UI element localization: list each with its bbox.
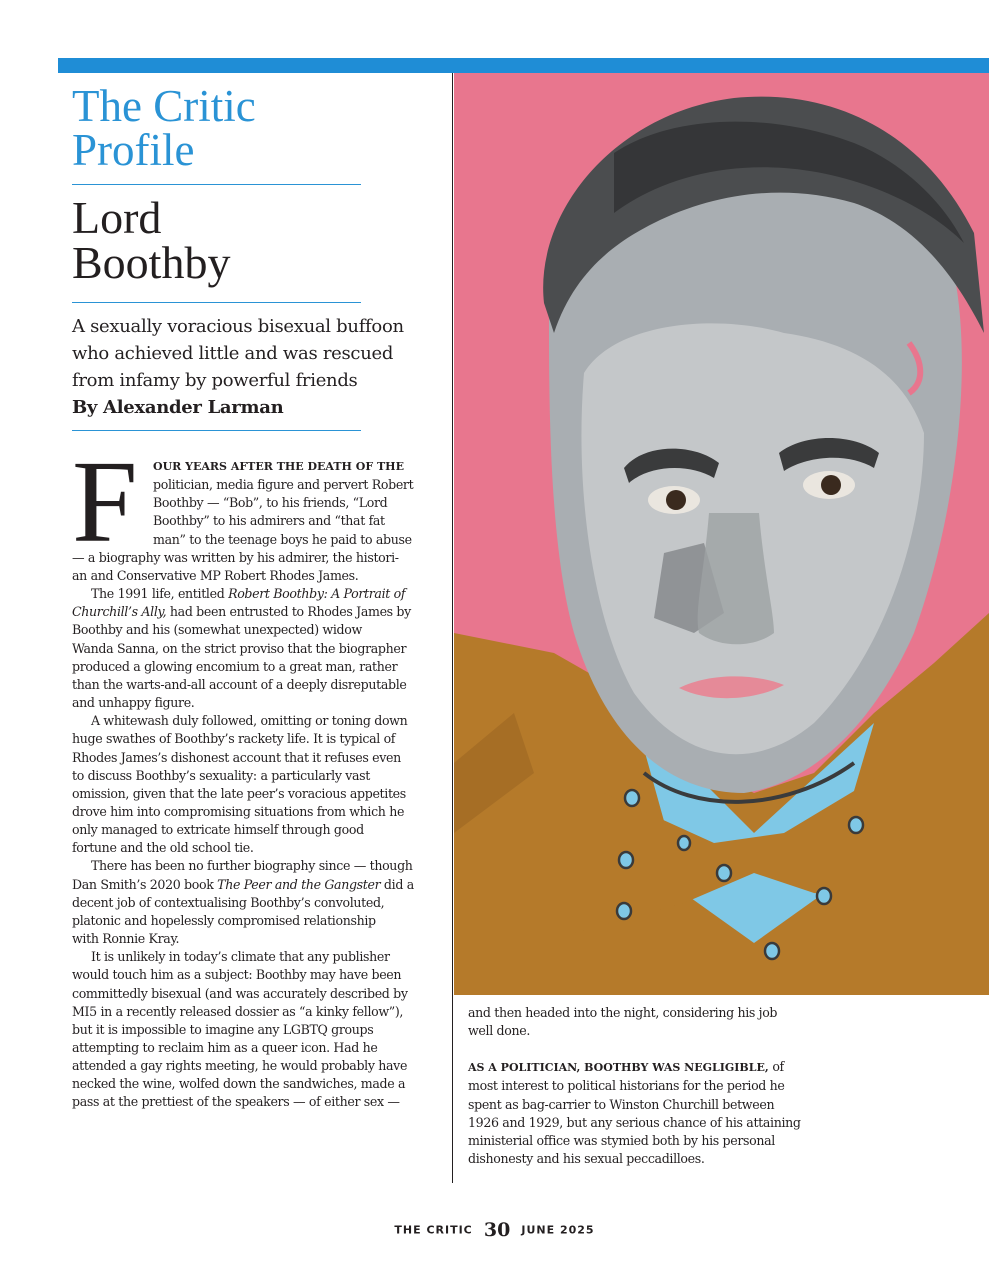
- text-span: The 1991 life, entitled: [91, 586, 229, 602]
- text-line: produced a glowing encomium to a great man, rather: [72, 658, 398, 674]
- section-title-line: Profile: [72, 125, 195, 175]
- text-line: A whitewash duly followed, omitting or toning down: [91, 713, 408, 729]
- standfirst-line: from infamy by powerful friends: [72, 370, 358, 391]
- standfirst-line: who achieved little and was rescued: [72, 343, 394, 364]
- text-line: an and Conservative MP Robert Rhodes James.: [72, 567, 359, 583]
- accent-top-bar: [58, 58, 989, 73]
- profile-subject: [72, 192, 440, 288]
- subject-line: Boothby: [72, 237, 231, 288]
- text-span: did a: [380, 876, 414, 892]
- text-line: 1926 and 1929, but any serious chance of his attaining: [468, 1114, 801, 1130]
- text-line: MI5 in a recently released dossier as “a kinky fellow”),: [72, 1003, 404, 1019]
- divider-rule: [72, 430, 361, 431]
- headline-block: [72, 81, 440, 431]
- text-span: of: [768, 1059, 784, 1075]
- text-line: Boothby — “Bob”, to his friends, “Lord: [153, 495, 388, 511]
- text-line: but it is impossible to imagine any LGBTQ groups: [72, 1021, 374, 1037]
- text-line: [72, 603, 441, 621]
- portrait-illustration: [454, 73, 989, 995]
- text-line: than the warts-and-all account of a deeply disreputable: [72, 676, 407, 692]
- opening-paragraph: [72, 436, 441, 585]
- footer-issue: JUNE 2025: [521, 1223, 595, 1237]
- text-line: only managed to extricate himself through good: [72, 822, 364, 838]
- standfirst-line: A sexually voracious bisexual buffoon: [72, 316, 404, 337]
- book-title: Churchill’s Ally,: [72, 604, 167, 620]
- paragraph: [468, 1058, 838, 1168]
- text-line: politician, media figure and pervert Robert: [153, 477, 414, 493]
- paragraph-gap: [468, 1040, 838, 1058]
- standfirst: [72, 313, 440, 394]
- text-line: [72, 585, 441, 603]
- text-line: Wanda Sanna, on the strict proviso that the biographer: [72, 640, 407, 656]
- text-line: attempting to reclaim him as a queer icon. Had he: [72, 1040, 378, 1055]
- divider-rule: [72, 184, 361, 185]
- text-line: and then headed into the night, considering his job: [468, 1005, 778, 1020]
- paragraph: [72, 857, 441, 948]
- text-line: and unhappy figure.: [72, 695, 195, 711]
- column-divider: [452, 73, 453, 1183]
- text-line: would touch him as a subject: Boothby may have been: [72, 967, 402, 983]
- text-line: most interest to political historians for the period he: [468, 1078, 785, 1094]
- section-lead: AS A POLITICIAN, BOOTHBY WAS NEGLIGIBLE,: [468, 1061, 769, 1075]
- text-line: decent job of contextualising Boothby’s convoluted,: [72, 894, 385, 910]
- text-line: huge swathes of Boothby’s rackety life. It is typical of: [72, 731, 396, 747]
- paragraph: [468, 1004, 838, 1040]
- footer-magazine: THE CRITIC: [394, 1223, 473, 1237]
- page-footer: [0, 1219, 989, 1241]
- text-line: man” to the teenage boys he paid to abuse: [153, 531, 412, 547]
- text-line: fortune and the old school tie.: [72, 840, 254, 856]
- text-line: with Ronnie Kray.: [72, 931, 180, 947]
- section-title-line: The Critic: [72, 81, 256, 131]
- drop-cap: F: [72, 436, 138, 567]
- text-line: Boothby” to his admirers and “that fat: [153, 513, 385, 529]
- article-column-1: [72, 436, 441, 1112]
- text-line: Rhodes James’s dishonest account that it refuses even: [72, 749, 401, 765]
- text-line: [72, 876, 441, 894]
- text-line: attended a gay rights meeting, he would probably have: [72, 1058, 408, 1074]
- book-title: Robert Boothby: A Portrait of: [228, 586, 406, 602]
- paragraph: [72, 712, 441, 857]
- paragraph: [72, 948, 441, 1111]
- text-line: Boothby and his (somewhat unexpected) widow: [72, 622, 362, 638]
- text-line: necked the wine, wolfed down the sandwiches, made a: [72, 1076, 406, 1092]
- text-line: — a biography was written by his admirer, the histori-: [72, 549, 399, 565]
- text-line: There has been no further biography since — though: [91, 858, 413, 874]
- text-span: had been entrusted to Rhodes James by: [166, 604, 411, 620]
- article-column-2: [468, 1004, 838, 1168]
- byline: By Alexander Larman: [72, 397, 284, 418]
- text-line: dishonesty and his sexual peccadilloes.: [468, 1151, 705, 1167]
- text-line: drove him into compromising situations from which he: [72, 803, 405, 819]
- text-line: spent as bag-carrier to Winston Churchill between: [468, 1096, 775, 1112]
- text-line: It is unlikely in today’s climate that any publisher: [91, 949, 390, 965]
- subject-line: Lord: [72, 192, 162, 243]
- text-line: [468, 1058, 838, 1077]
- section-title: [72, 81, 440, 175]
- text-line: omission, given that the late peer’s voracious appetites: [72, 785, 406, 801]
- page-number: 30: [483, 1219, 511, 1241]
- text-line: pass at the prettiest of the speakers — of either sex —: [72, 1094, 400, 1110]
- text-line: ministerial office was stymied both by his personal: [468, 1132, 775, 1148]
- portrait-painting: [454, 73, 989, 995]
- text-line: committedly bisexual (and was accurately described by: [72, 985, 408, 1001]
- text-line: well done.: [468, 1023, 531, 1039]
- divider-rule: [72, 302, 361, 303]
- text-line: OUR YEARS AFTER THE DEATH OF THE: [153, 460, 404, 473]
- book-title: The Peer and the Gangster: [217, 876, 381, 892]
- text-line: platonic and hopelessly compromised relationship: [72, 912, 376, 928]
- text-span: Dan Smith’s 2020 book: [72, 876, 218, 892]
- paragraph: [72, 585, 441, 712]
- text-line: to discuss Boothby’s sexuality: a particularly vast: [72, 767, 370, 783]
